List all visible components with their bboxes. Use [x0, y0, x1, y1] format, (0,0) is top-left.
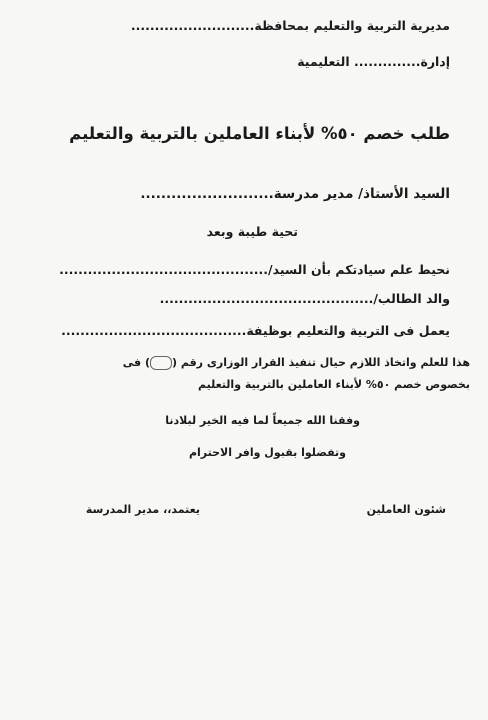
- principal-approval-signature: يعتمد،، مدير المدرسة: [85, 503, 200, 516]
- decree-number-box: [150, 356, 172, 370]
- decree-line-2: بخصوص خصم ٥٠% لأبناء العاملين بالتربية والتعليم: [198, 378, 470, 391]
- directorate-line: مديرية التربية والتعليم بمحافظة..........................: [130, 18, 450, 33]
- decree-text-after: ) فى: [122, 356, 150, 369]
- notice-line-1: نحيط علم سيادتكم بأن السيد/............................................: [59, 262, 450, 277]
- decree-line-1: [123, 356, 470, 370]
- decree-text-before: هذا للعلم واتخاذ اللازم حيال تنفيذ القرار الوزارى رقم (: [172, 356, 470, 369]
- staff-affairs-signature: شئون العاملين: [366, 503, 446, 516]
- addressee-line: السيد الأستاذ/ مدير مدرسة..........................: [140, 186, 450, 202]
- document-title: طلب خصم ٥٠% لأبناء العاملين بالتربية والتعليم: [69, 124, 450, 143]
- notice-line-3: يعمل فى التربية والتعليم بوظيفة.......................................: [61, 323, 450, 338]
- closing-line-1: وفقنا الله جميعاً لما فيه الخير لبلادنا: [165, 414, 360, 427]
- greeting-line: تحية طيبة وبعد: [206, 224, 298, 239]
- notice-line-2: والد الطالب/.............................................: [159, 291, 450, 306]
- administration-line: إدارة.............. التعليمية: [297, 54, 450, 69]
- closing-line-2: وتفضلوا بقبول وافر الاحترام: [188, 446, 346, 459]
